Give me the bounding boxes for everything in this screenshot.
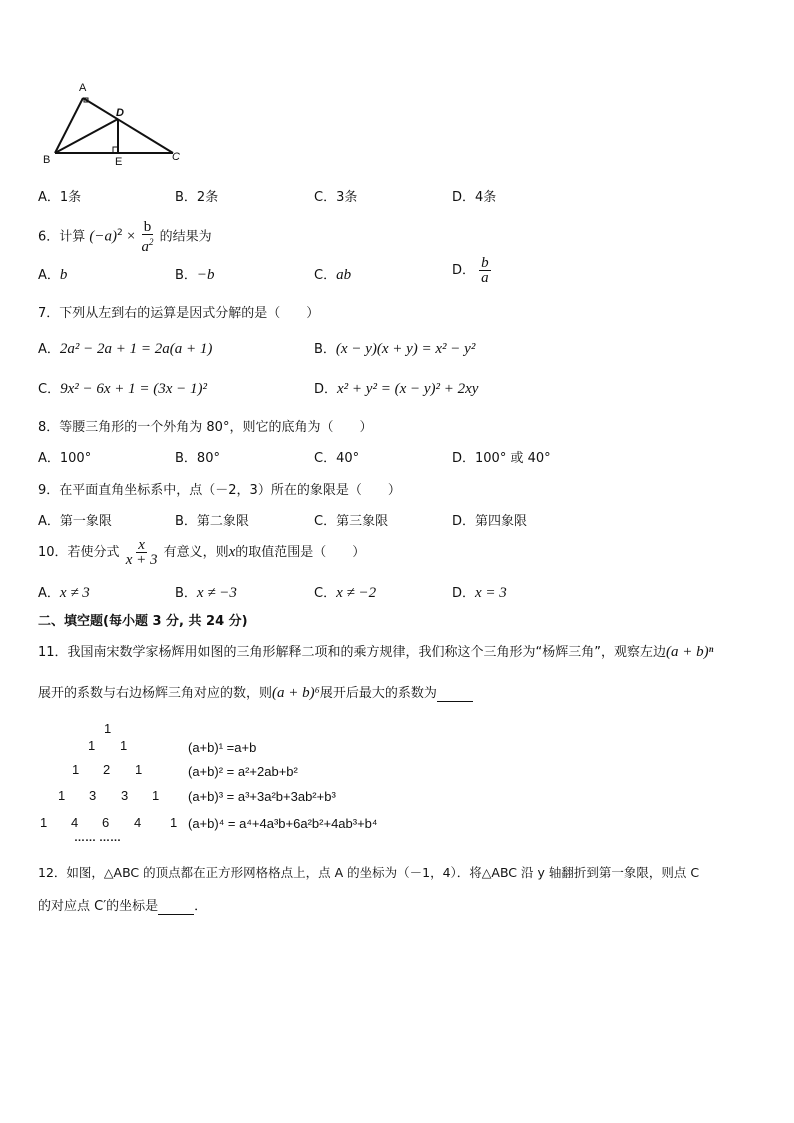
q11-line2-pre: 展开的系数与右边杨辉三角对应的数，则 (38, 686, 273, 701)
q6-number: 6．计算 (38, 229, 86, 245)
q9-option-b: B．第二象限 (175, 514, 249, 529)
triangle-figure (40, 78, 190, 168)
label-a: A (79, 82, 87, 94)
q11-line2-post: 展开后最大的系数为 (319, 686, 437, 701)
section-title: 二、填空题(每小题 3 分, 共 24 分) (38, 614, 248, 629)
expansion-3: (a+b)³ = a³+3a²b+3ab²+b³ (188, 789, 336, 804)
q6-stem (38, 220, 212, 254)
expansion-4: (a+b)⁴ = a⁴+4a³b+6a²b²+4ab³+b⁴ (188, 816, 378, 831)
q7-option-d-value: x² + y² = (x − y)² + 2xy (337, 381, 479, 397)
q6-option-a-label: A． (38, 268, 60, 283)
q10-option-d-label: D． (452, 586, 476, 601)
q10-option-d-value: x = 3 (475, 585, 507, 601)
q6-option-c-value: ab (336, 267, 352, 283)
label-d: D (116, 107, 124, 119)
q10-stem-pre: 10．若使分式 (38, 545, 120, 560)
pascal-row2-n2: 1 (135, 762, 143, 777)
pascal-row3-n2: 3 (121, 788, 129, 803)
label-b: B (43, 154, 51, 166)
q6-option-c-label: C． (314, 268, 337, 283)
q8-stem: 8．等腰三角形的一个外角为 80°，则它的底角为（ ） (38, 420, 373, 435)
q12-line2-text: 的对应点 C′的坐标是 (38, 899, 159, 914)
pascal-dots: …… …… (74, 832, 122, 844)
q7-option-a-value: 2a² − 2a + 1 = 2a(a + 1) (59, 341, 213, 357)
q6-option-d-den: a (481, 270, 489, 286)
q6-frac-den-exp: 2 (149, 237, 154, 247)
pascal-row4-n1: 4 (71, 815, 79, 830)
q11-line1-math: (a + b)ⁿ (666, 644, 714, 660)
label-c: C (172, 151, 180, 163)
q7-option-c-label: C． (38, 382, 61, 397)
q10-option-b (175, 582, 237, 602)
q6-option-d (452, 256, 491, 285)
q10-stem (38, 538, 365, 567)
q6-frac-den (140, 235, 156, 254)
q6-option-b-label: B． (175, 268, 197, 283)
q8-option-a: A．100° (38, 451, 92, 466)
pascal-row4-n4: 1 (170, 815, 178, 830)
expansion-2: (a+b)² = a²+2ab+b² (188, 764, 298, 779)
q8-option-d: D．100° 或 40° (452, 451, 551, 466)
q11-answer-blank[interactable] (437, 686, 473, 702)
q5-option-c: C．3条 (314, 190, 358, 205)
q5-option-b: B．2条 (175, 190, 219, 205)
q6-option-d-label: D． (452, 263, 476, 278)
q7-option-b (314, 338, 475, 358)
q9-option-d: D．第四象限 (452, 514, 528, 529)
q9-option-a: A．第一象限 (38, 514, 112, 529)
label-e: E (115, 156, 123, 168)
q10-option-a-value: x ≠ 3 (59, 585, 90, 601)
q10-option-a (38, 582, 90, 602)
q10-frac-num: x (138, 537, 145, 553)
q7-stem: 7．下列从左到右的运算是因式分解的是（ ） (38, 306, 320, 321)
q6-times: × (126, 228, 136, 245)
q7-option-a-label: A． (38, 342, 60, 357)
pascal-row2-n0: 1 (72, 762, 80, 777)
q7-option-d (314, 378, 478, 398)
q10-fraction (124, 538, 160, 567)
q6-option-d-num: b (481, 255, 489, 271)
q10-option-d (452, 582, 507, 602)
pascal-row2-n1: 2 (103, 762, 111, 777)
q6-option-b (175, 264, 215, 284)
q6-frac-num: b (143, 219, 152, 235)
pascal-row1-n1: 1 (120, 738, 128, 753)
q12-answer-blank[interactable] (158, 899, 194, 915)
q6-option-b-value: −b (196, 267, 215, 283)
q6-tail: 的结果为 (159, 229, 212, 245)
q6-fraction (140, 220, 156, 254)
q6-neg-a: (−a) (89, 228, 118, 245)
q12-line2 (38, 895, 207, 915)
q10-option-b-value: x ≠ −3 (196, 585, 237, 601)
pascal-row4-n2: 6 (102, 815, 110, 830)
q5-option-d: D．4条 (452, 190, 497, 205)
q9-option-c: C．第三象限 (314, 514, 389, 529)
q8-option-c: C．40° (314, 451, 360, 466)
q11-line2-math: (a + b)⁶ (272, 685, 320, 701)
q7-option-b-value: (x − y)(x + y) = x² − y² (335, 341, 476, 357)
pascal-row0-n0: 1 (104, 721, 112, 736)
q10-var: x (228, 544, 236, 560)
q6-frac-den-base: a (141, 239, 150, 255)
q11-line1-text: 11．我国南宋数学家杨辉用如图的三角形解释二项和的乘方规律，我们称这个三角形为“杨辉三角”，观察左边 (38, 645, 667, 660)
q6-option-d-fraction (479, 256, 491, 285)
q7-option-d-label: D． (314, 382, 338, 397)
q10-option-c-label: C． (314, 586, 337, 601)
q7-option-b-label: B． (314, 342, 336, 357)
q6-exp: 2 (117, 228, 123, 239)
pascal-row4-n3: 4 (134, 815, 142, 830)
q8-option-b: B．80° (175, 451, 220, 466)
q10-frac-den: x + 3 (125, 552, 158, 568)
q10-option-c-value: x ≠ −2 (336, 585, 377, 601)
q6-option-a-value: b (59, 267, 68, 283)
pascal-row1-n0: 1 (88, 738, 96, 753)
q5-option-a: A．1条 (38, 190, 82, 205)
q10-stem-post: 的取值范围是（ ） (235, 545, 366, 560)
q12-line1: 12．如图，△ABC 的顶点都在正方形网格格点上，点 A 的坐标为（－1，4）．将△ABC 沿 y 轴翻折到第一象限，则点 C (38, 865, 700, 880)
q12-line2-end: ． (194, 899, 208, 914)
pascal-row4-n0: 1 (40, 815, 48, 830)
pascal-row3-n1: 3 (89, 788, 97, 803)
q6-option-a (38, 264, 67, 284)
q10-option-c (314, 582, 376, 602)
q11-line1 (38, 641, 713, 661)
q10-option-b-label: B． (175, 586, 197, 601)
q6-option-c (314, 264, 351, 284)
pascal-row3-n3: 1 (152, 788, 160, 803)
q9-stem: 9．在平面直角坐标系中，点（－2，3）所在的象限是（ ） (38, 483, 401, 498)
q7-option-c (38, 378, 207, 398)
expansion-1: (a+b)¹ =a+b (188, 740, 257, 755)
q7-option-c-value: 9x² − 6x + 1 = (3x − 1)² (60, 381, 208, 397)
q10-stem-mid: 有意义，则 (163, 545, 229, 560)
q11-line2 (38, 682, 473, 702)
q7-option-a (38, 338, 212, 358)
q10-option-a-label: A． (38, 586, 60, 601)
pascal-row3-n0: 1 (58, 788, 66, 803)
